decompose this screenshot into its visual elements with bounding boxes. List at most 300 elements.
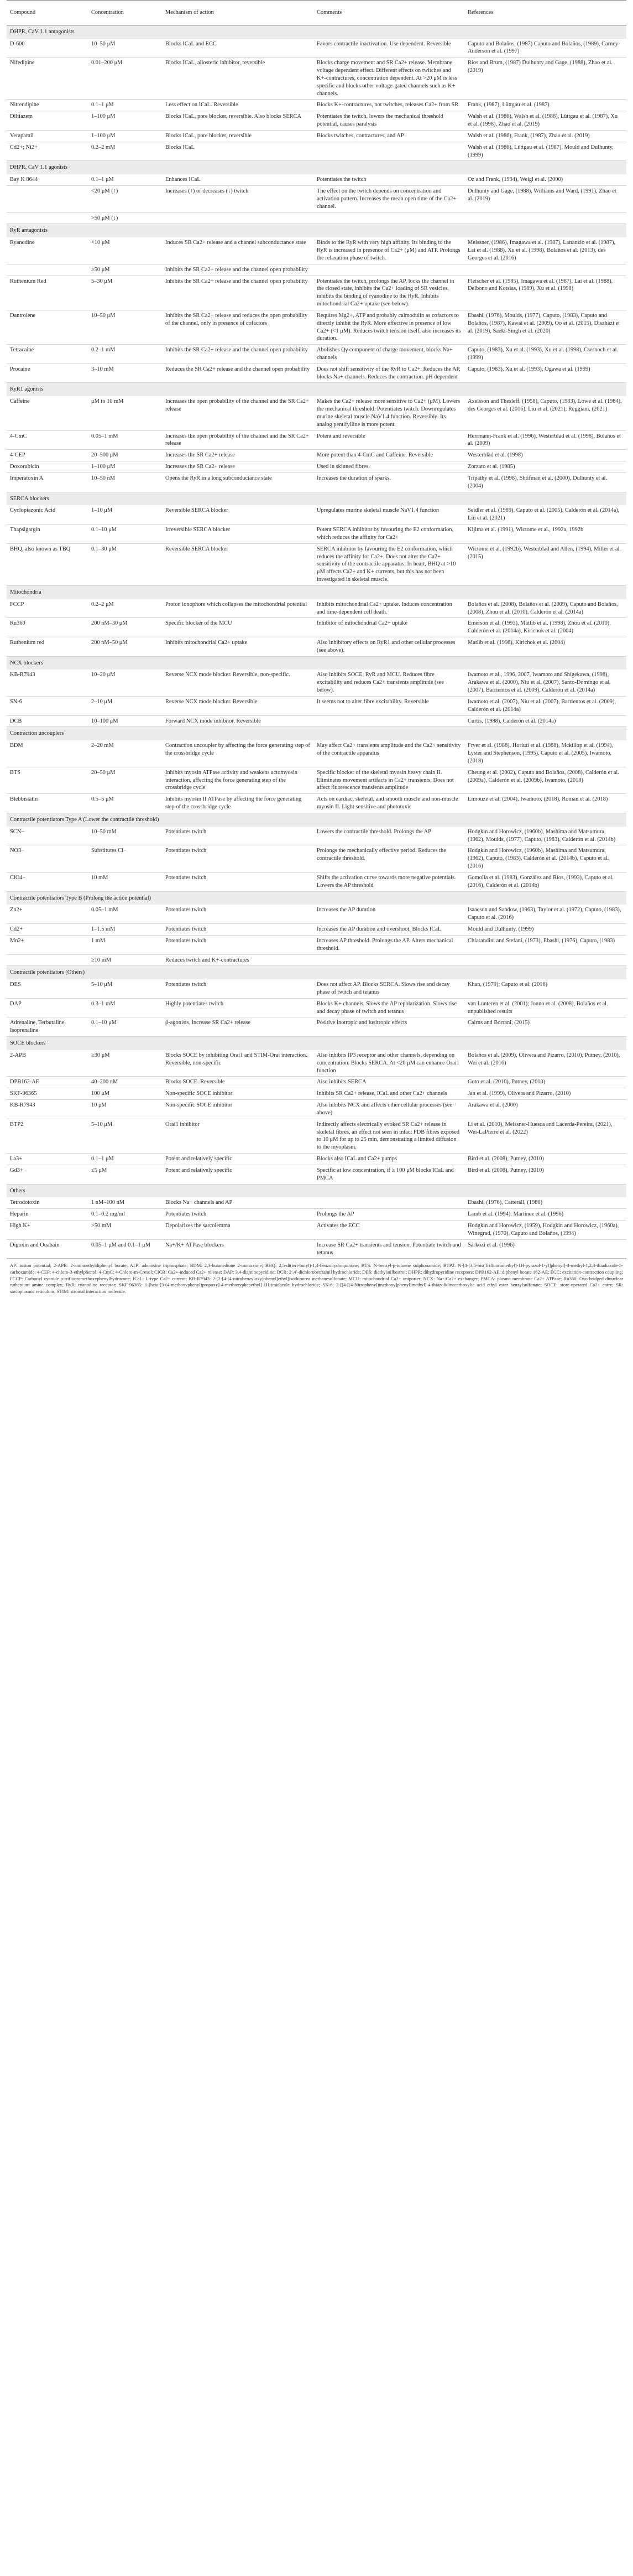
table-row [7,767,626,793]
cell-comments: Blocks also ICaL and Ca2+ pumps [313,1154,464,1165]
cell-comments: Inhibits mitochondrial Ca2+ uptake. Induces concentration and time-dependent cell death. [313,599,464,618]
cell-concentration: 1–100 μM [88,130,162,142]
cell-compound: Cd2+ [7,924,88,936]
cell-concentration: 20–50 μM [88,767,162,793]
cell-mechanism: Increases the open probability of the channel and the SR Ca2+ release [162,430,313,450]
table-row [7,100,626,111]
table-row [7,794,626,813]
table-row [7,505,626,524]
cell-mechanism: Increases the open probability of the channel and the SR Ca2+ release [162,396,313,430]
cell-concentration: ≥30 μM [88,1050,162,1077]
table-row [7,1017,626,1037]
cell-compound [7,954,88,966]
cell-concentration: 10–50 μM [88,310,162,344]
cell-concentration: >50 μM (↓) [88,212,162,224]
cell-references: Wictome et al. (1992b), Westerblad and Allen, (1994), Miller et al. (2015) [464,543,626,585]
cell-concentration: 0.5–5 μM [88,794,162,813]
cell-references: Jan et al. (1999), Olivera and Pizarro, (2010) [464,1088,626,1100]
cell-mechanism: Specific blocker of the MCU [162,618,313,637]
cell-concentration: <20 μM (↑) [88,186,162,212]
cell-references: Bolaños et al. (2008), Bolaños et al. (2009), Caputo and Bolaños, (2008), Zhou et al. (2010), Calderón et al. (2014a) [464,599,626,618]
table-body [7,25,626,1259]
table-row [7,276,626,310]
cell-references: Ebashi, (1976), Moulds, (1977), Caputo, (1983), Caputo and Bolaños, (1987), Kawai et al. (2009), Oo et al. (2015), Diszházi et al. (2019), Saeki-Singh et al. (2020) [464,310,626,344]
cell-compound: Ru360 [7,618,88,637]
cell-compound: SKF-96365 [7,1088,88,1100]
cell-compound: DAP [7,998,88,1017]
table-row [7,696,626,715]
cell-compound: NO3− [7,845,88,872]
cell-concentration: 2–20 mM [88,740,162,767]
table-row [7,1100,626,1119]
cell-references: Frank, (1987), Lüttgau et al. (1987) [464,100,626,111]
cell-compound: Tetrodotoxin [7,1197,88,1208]
section-header-row [7,727,626,740]
cell-comments: Positive inotropic and lusitropic effects [313,1017,464,1037]
cell-concentration: 0.05–1 mM [88,905,162,923]
column-header-references: References [464,1,626,25]
cell-concentration: 0.01–200 μM [88,58,162,100]
cell-concentration: Substitutes Cl− [88,845,162,872]
cell-concentration: 10–50 nM [88,472,162,492]
section-header-row [7,492,626,505]
cell-comments: Does not shift sensitivity of the RyR to Ca2+. Reduces the AP, blocks Na+ channels. Reduces the contraction. pH dependent [313,363,464,383]
cell-compound: Ruthenium red [7,637,88,657]
cell-mechanism: Forward NCX mode inhibitor. Reversible [162,715,313,727]
cell-mechanism: Depolarizes the sarcolemma [162,1221,313,1240]
section-header-row [7,383,626,396]
cell-references: Arakawa et al. (2000) [464,1100,626,1119]
cell-compound: BDM [7,740,88,767]
cell-comments: Used in skinned fibres. [313,461,464,473]
cell-compound: Cyclopiazonic Acid [7,505,88,524]
cell-mechanism: Blocks ICaL, pore blocker, reversible. Also blocks SERCA [162,111,313,131]
cell-compound: Adrenaline, Terbutaline, Isoprenaline [7,1017,88,1037]
cell-mechanism: Potentiates twitch [162,872,313,891]
cell-references: Emerson et al. (1993), Matlib et al. (1998), Zhou et al. (2010), Calderón et al. (2014a), Kirichok et al. (2004) [464,618,626,637]
section-title: SERCA blockers [7,492,626,505]
cell-mechanism: Proton ionophore which collapses the mitochondrial potential [162,599,313,618]
cell-comments: Increase SR Ca2+ transients and tension. Potentiate twitch and tetanus [313,1239,464,1259]
cell-compound: Nifedipine [7,58,88,100]
section-header-row [7,161,626,174]
cell-references: Hodgkin and Horowicz, (1960b), Mashima and Matsumura, (1962), Caputo, (1983), Calderón et al. (2014b), Caputo et al. (2016) [464,845,626,872]
cell-concentration: 1–1.5 mM [88,924,162,936]
cell-compound: Bay K 8644 [7,174,88,185]
section-title: NCX blockers [7,656,626,669]
table-row [7,979,626,998]
cell-compound: Cd2+; Ni2+ [7,142,88,161]
cell-comments: Lowers the contractile threshold. Prolongs the AP [313,827,464,845]
cell-mechanism: Increases (↑) or decreases (↓) twitch [162,186,313,212]
table-row [7,450,626,461]
cell-references: Iwamoto et al. (2007), Niu et al. (2007), Barrientos et al. (2009), Calderón et al. (2014a) [464,696,626,715]
cell-references: Cairns and Borrani, (2015) [464,1017,626,1037]
cell-comments: Requires Mg2+, ATP and probably calmodulin as cofactors to directly inhibit the RyR. More effective in presence of low Ca2+ (<1 μM). Reduces twitch tension itself, also increases its duration. [313,310,464,344]
section-title: Contractile potentiators (Others) [7,966,626,979]
cell-comments: May affect Ca2+ transients amplitude and the Ca2+ sensitivity of the contractile apparatus [313,740,464,767]
cell-compound: Ruthenium Red [7,276,88,310]
cell-compound: Tetracaine [7,345,88,364]
cell-mechanism: Potentiates twitch [162,827,313,845]
cell-concentration: ≥10 mM [88,954,162,966]
cell-compound: Nitrendipine [7,100,88,111]
section-title: Mitochondria [7,585,626,599]
cell-concentration: 0.1–10 μM [88,1017,162,1037]
cell-mechanism: Inhibits the SR Ca2+ release and reduces the open probability of the channel, only in presence of cofactors [162,310,313,344]
section-title: Contraction uncouplers [7,727,626,740]
section-title: RyR1 agonists [7,383,626,396]
cell-references: Tripathy et al. (1998), Shtifman et al. (2000), Dulhunty et al. (2004) [464,472,626,492]
table-row [7,212,626,224]
cell-comments: Increases AP threshold. Prolongs the AP. Alters mechanical threshold. [313,935,464,954]
cell-compound: Diltiazem [7,111,88,131]
cell-mechanism: Inhibits mitochondrial Ca2+ uptake [162,637,313,657]
cell-comments: Specific blocker of the skeletal myosin heavy chain II. Eliminates movement artifacts in Ca2+ transients. Does not affect fluorescence transients amplitude [313,767,464,793]
cell-comments: Specific at low concentration, if ≥ 100 μM blocks ICaL and PMCA [313,1165,464,1184]
cell-comments: Increases the AP duration [313,905,464,923]
cell-mechanism: Non-specific SOCE inhibitor [162,1088,313,1100]
cell-references: Caputo, (1983), Xu et al. (1993), Xu et al. (1998), Csernoch et al. (1999) [464,345,626,364]
cell-references: Sárközi et al. (1996) [464,1239,626,1259]
table-footnote: AP: action potential; 2-APB: 2-aminoethyldiphenyl borate; ATP: adenosine triphosphate; BDM: 2,3-butanedione 2-monoxime; BHQ: 2,5-di(tert-butyl)-1,4-benzohydroquinone; BTS: N-benzyl-p-toluene sulphonamide; BTP2: N-[4-[3,5-bis(Trifluoromethyl)-1H-pyrazol-1-yl]phenyl]-4-methyl-1,2,3-thiadiazole-5-carboxamide; 4-CEP: 4-chloro-3-ethylphenol; 4-CmC: 4-Chloro-m-Cresol; CICR: Ca2+-induced Ca2+ release; DAP: 3,4-diaminopyridine; DCB: 2′,4′-dichlorobenzamil hydrochloride; DES: diethylstilbestrol; DHPR: dihydropyridine receptors; DPB162-AE: diphenyl borate 162-AE; ECC: excitation-contraction coupling; FCCP: Carbonyl cyanide p-trifluoromethoxyphenylhydrazone; ICaL: L-type Ca2+ current; KB-R7943: 2-[2-[4-(4-nitrobenzyloxy)phenyl]ethyl]isothiourea methanesulfonate; MCU: mitochondrial Ca2+ uniporter; NCX: Na+/Ca2+ exchanger; PMCA: plasma membrane Ca2+ ATPase; Ru360: Oxo-bridged dinuclear ruthenium amine complex; RyR: ryanodine receptor; SKF-96365: 1-[beta-[3-(4-methoxyphenyl)propoxy]-4-methoxyphenethyl]-1H-imidazole hydrochloride; SN-6: 2-[[4-[(4-Nitrophenyl)methoxy]phenyl]methyl]-4-thiazolidinecarboxylic acid ethyl ester benzylsulfonate; SOCE: store-operated Ca2+ entry; SR: sarcoplasmic reticulum; STIM: stromal interaction molecule. [7,1259,626,1295]
cell-compound [7,264,88,276]
table-row [7,39,626,58]
cell-mechanism: Potentiates twitch [162,935,313,954]
cell-references: Bolaños et al. (2009), Olivera and Pizarro, (2010), Putney, (2010), Wei et al. (2016) [464,1050,626,1077]
cell-comments: Blocks twitches, contractures, and AP [313,130,464,142]
compounds-table [7,0,626,1259]
section-header-row [7,966,626,979]
table-header-row [7,1,626,25]
cell-compound: High K+ [7,1221,88,1240]
cell-mechanism: Induces SR Ca2+ release and a channel subconductance state [162,237,313,264]
cell-references: Curtis, (1988), Calderón et al. (2014a) [464,715,626,727]
cell-mechanism: Blocks ICaL and ECC [162,39,313,58]
cell-concentration: 0.1–1 μM [88,174,162,185]
cell-references: Caputo, (1983), Xu et al. (1993), Ogawa et al. (1999) [464,363,626,383]
cell-comments: Potentiates the twitch, prolongs the AP, locks the channel in the closed state, inhibits the Ca2+ loading of SR vesicles, inhibits the binding of ryanodine to the RyR. Inhibits mitochondrial Ca2+ uptake (see below). [313,276,464,310]
cell-mechanism: Reverse NCX mode blocker. Reversible [162,696,313,715]
cell-comments: Activates the ECC [313,1221,464,1240]
cell-compound: BHQ, also known as TBQ [7,543,88,585]
cell-references: Matlib et al. (1998), Kirichok et al. (2004) [464,637,626,657]
cell-concentration: 0.1–1 μM [88,100,162,111]
cell-references [464,212,626,224]
table-row [7,111,626,131]
cell-compound: SCN− [7,827,88,845]
cell-comments: Does not affect AP. Blocks SERCA. Slows rise and decay phase of twitch and tetanus [313,979,464,998]
cell-references: Walsh et al. (1986), Walsh et al. (1988), Lüttgau et al. (1987), Xu et al. (1998), Zhao et al. (2019) [464,111,626,131]
cell-compound: FCCP [7,599,88,618]
cell-references: Walsh et al. (1986), Frank, (1987), Zhao et al. (2019) [464,130,626,142]
cell-references: Li et al. (2010), Meissner-Huesca and Lacerda-Pereira, (2021), Wei-LaPierre et al. (2022) [464,1119,626,1153]
cell-comments: Potentiates the twitch [313,174,464,185]
cell-comments: Inhibits SR Ca2+ release, ICaL and other Ca2+ channels [313,1088,464,1100]
cell-comments: Blocks K+ channels. Slows the AP repolarization. Slows rise and decay phase of twitch and tetanus [313,998,464,1017]
cell-mechanism: Blocks SOCE by inhibiting Orai1 and STIM-Orai interaction. Reversible, non-specific [162,1050,313,1077]
cell-mechanism: Inhibits the SR Ca2+ release and the channel open probability [162,276,313,310]
cell-mechanism: β-agonists, increase SR Ca2+ release [162,1017,313,1037]
cell-compound [7,212,88,224]
cell-comments: Increases the duration of sparks. [313,472,464,492]
cell-mechanism: Inhibits the SR Ca2+ release and the channel open probability [162,264,313,276]
table-row [7,130,626,142]
cell-mechanism: Potent and relatively specific [162,1154,313,1165]
table-row [7,237,626,264]
section-header-row [7,224,626,237]
table-row [7,618,626,637]
cell-concentration: 1 mM [88,935,162,954]
cell-mechanism: Reduces twitch and K+-contractures [162,954,313,966]
cell-comments: Increases the AP duration and overshoot. Blocks ICaL [313,924,464,936]
cell-compound: Imperatoxin A [7,472,88,492]
table-row [7,924,626,936]
cell-references: Ríos and Brum, (1987) Dulhunty and Gage, (1988), Zhao et al. (2019) [464,58,626,100]
cell-mechanism: Na+/K+ ATPase blockers [162,1239,313,1259]
cell-mechanism: Reverse NCX mode blocker. Reversible, non-specific. [162,669,313,696]
cell-comments: Shifts the activation curve towards more negative potentials. Lowers the AP threshold [313,872,464,891]
cell-references: Meissner, (1986), Imagawa et al. (1987), Lattanzio et al. (1987), Lai et al. (1988), Xu et al. (1998), Bolaños et al. (2013), des Georges et al. (2016) [464,237,626,264]
cell-comments: Abolishes Qγ component of charge movement, blocks Na+ channels [313,345,464,364]
cell-concentration: 1–100 μM [88,461,162,473]
cell-references: Caputo and Bolaños, (1987) Caputo and Bolaños, (1989), Carney-Anderson et al. (1997) [464,39,626,58]
cell-compound: DCB [7,715,88,727]
cell-references: Bird et al. (2008), Putney, (2010) [464,1165,626,1184]
cell-compound: BTP2 [7,1119,88,1153]
cell-concentration: 0.05–1 μM and 0.1–1 μM [88,1239,162,1259]
cell-compound: Ryanodine [7,237,88,264]
cell-comments [313,715,464,727]
cell-compound: D-600 [7,39,88,58]
cell-comments: Potent and reversible [313,430,464,450]
cell-concentration: 10–20 μM [88,669,162,696]
table-row [7,872,626,891]
cell-mechanism: Reversible SERCA blocker [162,543,313,585]
table-row [7,174,626,185]
cell-compound: ClO4− [7,872,88,891]
cell-comments: Indirectly affects electrically evoked SR Ca2+ release in skeletal fibres, an effect not seen in intact FDB fibres exposed to 10 μM for up to 25 min, demonstrating a limited diffusion to the myoplasm. [313,1119,464,1153]
cell-references: Mould and Dulhunty, (1999) [464,924,626,936]
cell-comments: It seems not to alter fibre excitability. Reversible [313,696,464,715]
cell-concentration: 0.2–2 mM [88,142,162,161]
table-row [7,1050,626,1077]
cell-concentration: 0.1–1 μM [88,1154,162,1165]
table-row [7,954,626,966]
cell-mechanism: Increases the SR Ca2+ release [162,461,313,473]
cell-compound: DES [7,979,88,998]
table-row [7,1209,626,1221]
section-header-row [7,813,626,826]
section-title: Others [7,1184,626,1197]
table-row [7,599,626,618]
table-row [7,1239,626,1259]
cell-references: Ebashi, (1976), Catterall, (1980) [464,1197,626,1208]
table-row [7,345,626,364]
cell-mechanism: Highly potentiates twitch [162,998,313,1017]
cell-references: Isaacson and Sandow, (1963), Taylor et al. (1972), Caputo, (1983), Caputo et al. (2016) [464,905,626,923]
cell-concentration: 0.2–1 mM [88,345,162,364]
table-row [7,998,626,1017]
column-header-comments: Comments [313,1,464,25]
cell-comments: Potentiates the twitch, lowers the mechanical threshold potential, causes paralysis [313,111,464,131]
cell-mechanism: Opens the RyR in a long subconductance state [162,472,313,492]
cell-compound: Caffeine [7,396,88,430]
cell-concentration: 1–100 μM [88,111,162,131]
cell-comments: Binds to the RyR with very high affinity. Its binding to the RyR is increased in presence of Ca2+ (μM) and ATP. Prolongs the relaxation phase of twitch. [313,237,464,264]
cell-references: Westerblad et al. (1998) [464,450,626,461]
cell-comments: Acts on cardiac, skeletal, and smooth muscle and non-muscle myosin II. Light sensitive and phototoxic [313,794,464,813]
cell-references: van Lunteren et al. (2001); Jonno et al. (2008), Bolaños et al. unpublished results [464,998,626,1017]
cell-references: Limouze et al. (2004), Iwamoto, (2018), Roman et al. (2018) [464,794,626,813]
cell-mechanism: Potent and relatively specific [162,1165,313,1184]
cell-mechanism: Non-specific SOCE inhibitor [162,1100,313,1119]
cell-compound: 4-CmC [7,430,88,450]
cell-concentration: 0.1–30 μM [88,543,162,585]
cell-references: Seidler et al. (1989), Caputo et al. (2005), Calderón et al. (2014a), Liu et al. (2021) [464,505,626,524]
table-row [7,543,626,585]
table-row [7,58,626,100]
cell-concentration: 0.05–1 mM [88,430,162,450]
document-page [7,0,626,1295]
cell-compound: SN-6 [7,696,88,715]
section-title: DHPR, CaV 1.1 antagonists [7,25,626,38]
cell-mechanism: Inhibits the SR Ca2+ release and the channel open probability [162,345,313,364]
cell-references: Walsh et al. (1986), Lüttgau et al. (1987), Mould and Dulhunty, (1999) [464,142,626,161]
cell-references: Iwamoto et al., 1996, 2007, Iwamoto and Shigekawa, (1998), Arakawa et al. (2000), Niu et al. (2007), Santo-Domingo et al. (2007), Barrientos et al. (2009), Calderón et al. (2014a) [464,669,626,696]
cell-concentration: 10–50 mM [88,827,162,845]
cell-mechanism: Reduces the SR Ca2+ release and the channel open probability [162,363,313,383]
section-header-row [7,656,626,669]
cell-compound: BTS [7,767,88,793]
cell-concentration: 0.3–1 mM [88,998,162,1017]
cell-concentration: 2–10 μM [88,696,162,715]
cell-references: Fleischer et al. (1985), Imagawa et al. (1987), Lai et al. (1988), Delbono and Kotsias, (1989), Xu et al. (1998) [464,276,626,310]
table-row [7,310,626,344]
section-title: DHPR, CaV 1.1 agonists [7,161,626,174]
cell-mechanism: Potentiates twitch [162,845,313,872]
cell-mechanism: Less effect on ICaL. Reversible [162,100,313,111]
cell-references: Dulhunty and Gage, (1988), Williams and Ward, (1991), Zhao et al. (2019) [464,186,626,212]
cell-compound [7,186,88,212]
cell-concentration: ≤5 μM [88,1165,162,1184]
cell-mechanism: Orai1 inhibitor [162,1119,313,1153]
cell-compound: 4-CEP [7,450,88,461]
cell-references: Herrmann-Frank et al. (1996), Westerblad et al. (1998), Bolaños et al. (2009) [464,430,626,450]
cell-comments: Potent SERCA inhibitor by favouring the E2 conformation, which reduces the affinity for Ca2+ [313,524,464,544]
column-header-compound: Compound [7,1,88,25]
cell-mechanism: Inhibits myosin II ATPase by affecting the force generating step of the crossbridge cycle [162,794,313,813]
table-row [7,1197,626,1208]
cell-compound: Verapamil [7,130,88,142]
table-row [7,430,626,450]
cell-concentration: 40–200 nM [88,1077,162,1088]
cell-concentration: 20–500 μM [88,450,162,461]
table-row [7,524,626,544]
table-row [7,669,626,696]
cell-comments: Inhibitor of mitochondrial Ca2+ uptake [313,618,464,637]
table-row [7,1165,626,1184]
table-row [7,1221,626,1240]
column-header-mechanism: Mechanism of action [162,1,313,25]
cell-compound: Mn2+ [7,935,88,954]
column-header-concentration: Concentration [88,1,162,25]
cell-compound: Blebbistatin [7,794,88,813]
cell-mechanism: Blocks ICaL, pore blocker, reversible [162,130,313,142]
cell-compound: Procaine [7,363,88,383]
cell-mechanism: Reversible SERCA blocker [162,505,313,524]
cell-mechanism: Blocks ICaL, allosteric inhibitor, reversible [162,58,313,100]
cell-concentration: <10 μM [88,237,162,264]
section-header-row [7,585,626,599]
cell-concentration: 10–50 μM [88,39,162,58]
table-row [7,186,626,212]
cell-comments: Blocks charge movement and SR Ca2+ release. Membrane voltage dependent effect. Different effects on twitches and K+-contractures, concentration dependent. At >20 μM is less specific and blocks other voltage-gated channels such as K+ channels. [313,58,464,100]
cell-comments: Blocks K+-contractures, not twitches, releases Ca2+ from SR [313,100,464,111]
cell-references: Oz and Frank, (1994), Weigl et al. (2000) [464,174,626,185]
cell-references: Goto et al. (2010), Putney, (2010) [464,1077,626,1088]
section-title: Contractile potentiators Type A (Lower the contractile threshold) [7,813,626,826]
table-row [7,715,626,727]
cell-concentration: 0.1–10 μM [88,524,162,544]
cell-references: Zorzato et al. (1985) [464,461,626,473]
table-row [7,472,626,492]
cell-concentration: 1–10 μM [88,505,162,524]
table-row [7,827,626,845]
cell-concentration: >50 mM [88,1221,162,1240]
table-row [7,1119,626,1153]
cell-concentration: 0.1–0.2 mg/ml [88,1209,162,1221]
cell-mechanism: Potentiates twitch [162,905,313,923]
cell-concentration: 200 nM–30 μM [88,618,162,637]
cell-comments [313,142,464,161]
cell-concentration: 3–10 mM [88,363,162,383]
cell-compound: Dantrolene [7,310,88,344]
table-row [7,1077,626,1088]
cell-concentration: 10 mM [88,872,162,891]
cell-concentration: μM to 10 mM [88,396,162,430]
table-row [7,905,626,923]
cell-mechanism: Potentiates twitch [162,979,313,998]
table-row [7,935,626,954]
cell-references [464,264,626,276]
cell-comments: Upregulates murine skeletal muscle NaV1.4 function [313,505,464,524]
cell-comments: Also inhibitory effects on RyR1 and other cellular processes (see above). [313,637,464,657]
cell-mechanism: Blocks ICaL [162,142,313,161]
table-row [7,363,626,383]
cell-references: Kijima et al. (1991), Wictome et al., 1992a, 1992b [464,524,626,544]
cell-mechanism: Blocks SOCE. Reversible [162,1077,313,1088]
table-row [7,1154,626,1165]
cell-references: Fryer et al. (1988), Horiuti et al. (1988), Mckillop et al. (1994), Lyster and Stephenson, (1995), Caputo et al. (2005), Iwamoto, (2018) [464,740,626,767]
cell-comments: SERCA inhibitor by favouring the E2 conformation, which reduces the affinity for Ca2+. Does not alter the Ca2+ sensitivity of the contractile apparatus. In heart, BHQ at >10 μM affects Ca2+ and K+ currents, but this has not been investigated in skeletal muscle. [313,543,464,585]
cell-concentration: 0.2–2 μM [88,599,162,618]
section-title: Contractile potentiators Type B (Prolong the action potential) [7,891,626,905]
cell-compound: Heparin [7,1209,88,1221]
cell-concentration: 5–10 μM [88,1119,162,1153]
cell-compound: 2-APB [7,1050,88,1077]
section-header-row [7,25,626,38]
cell-concentration: ≥50 μM [88,264,162,276]
cell-compound: Thapsigargin [7,524,88,544]
section-title: RyR antagonists [7,224,626,237]
cell-comments: More potent than 4-CmC and Caffeine. Reversible [313,450,464,461]
cell-compound: La3+ [7,1154,88,1165]
cell-compound: KB-R7943 [7,1100,88,1119]
cell-references: Hodgkin and Horowicz, (1960b), Mashima and Matsumura, (1962), Moulds, (1977), Caputo, (1983), Calderón et al. (2014b) [464,827,626,845]
cell-references: Lamb et al. (1994), Martínez et al. (1996) [464,1209,626,1221]
cell-compound: DPB162-AE [7,1077,88,1088]
